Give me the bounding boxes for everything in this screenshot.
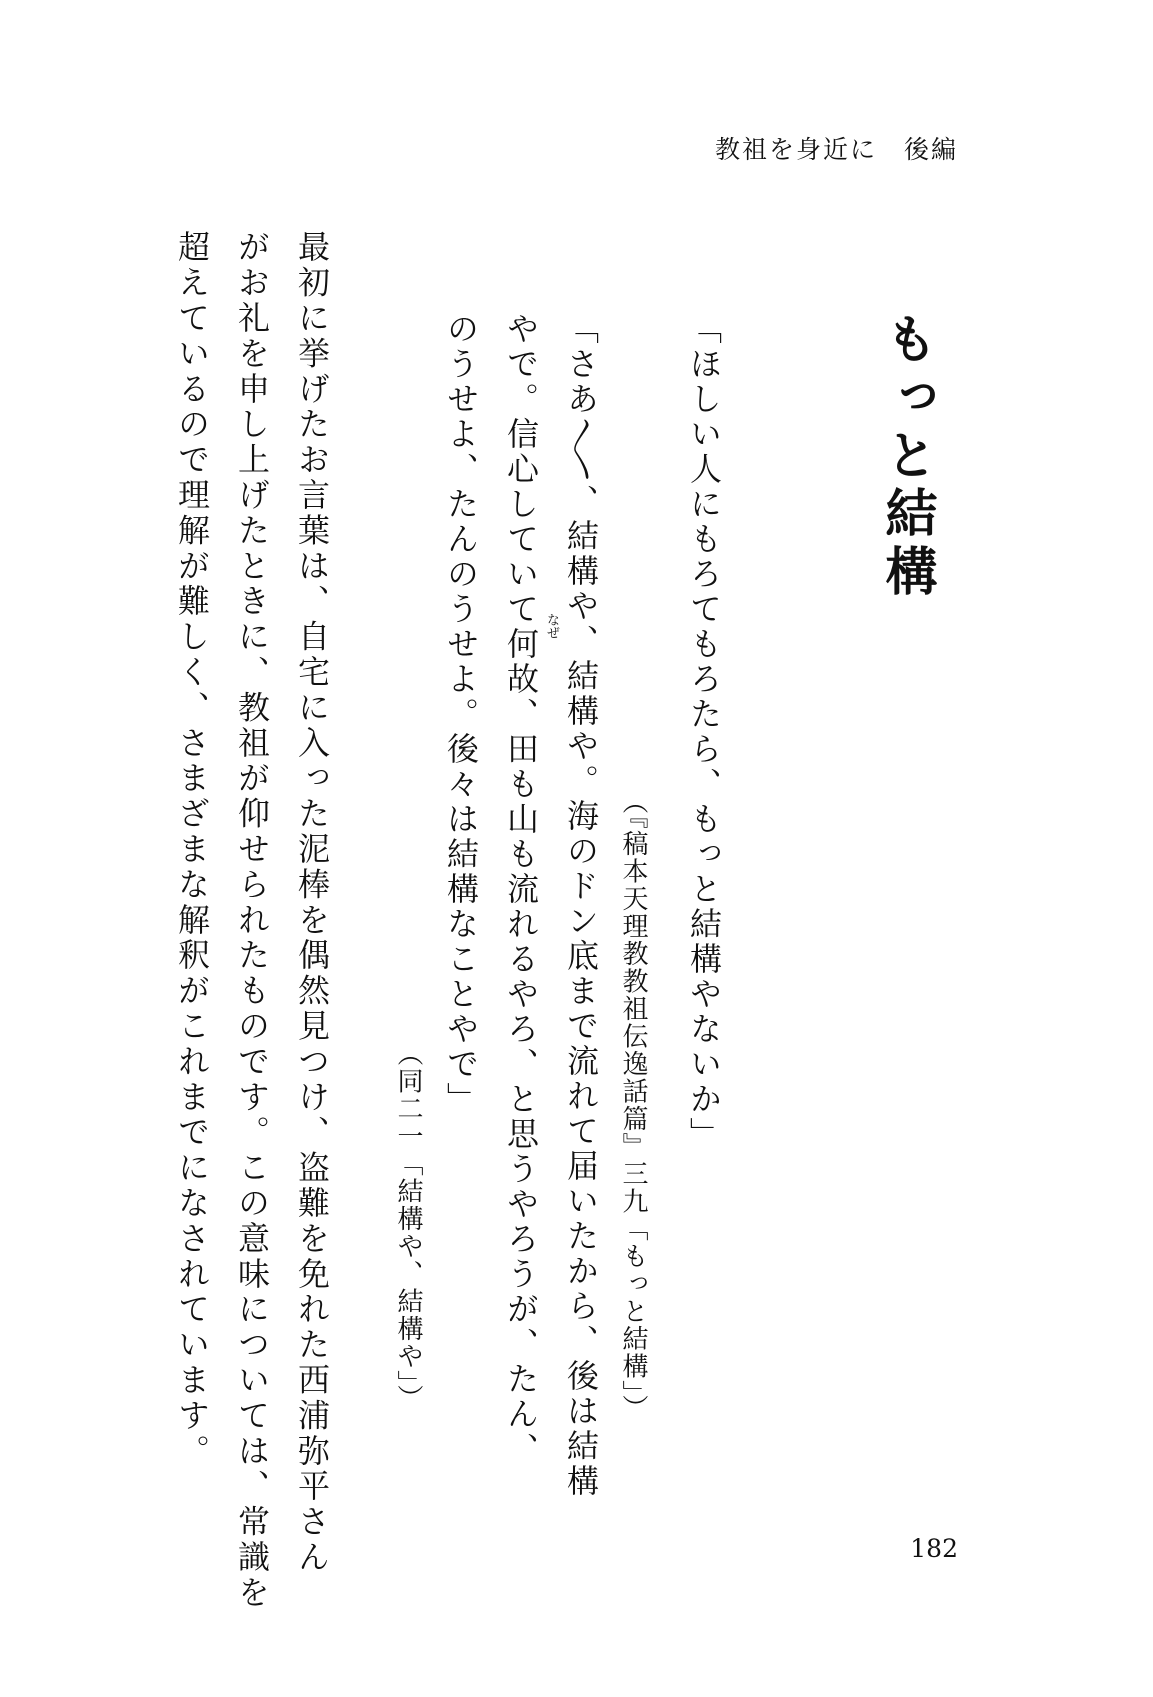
- quote1-text: 「ほしい人にもろてもろたら、もっと結構やないか」: [685, 312, 723, 1152]
- quote2-line-1: 「さあ〳〵、結構や、結構や。海のドン底まで流れて届いたから、後は結構: [562, 312, 600, 1499]
- quote1-source: （『稿本天理教教祖伝逸話篇』三九「もっと結構」）: [618, 788, 648, 1422]
- quote2-source: （同二一「結構や、結構や」）: [393, 1040, 423, 1412]
- quote2-line-2: やで。信心していて何故、田も山も流れるやろ、と思うやろうが、たん、: [502, 312, 540, 1467]
- page-number: 182: [910, 1534, 958, 1563]
- running-header: 教祖を身近に 後編: [714, 135, 958, 164]
- quote2-line-3: のうせよ、たんのうせよ。後々は結構なことやで」: [442, 312, 480, 1117]
- body-line-3: 超えているので理解が難しく、さまざまな解釈がこれまでになされています。: [173, 230, 211, 1469]
- body-line-2: がお礼を申し上げたときに、教祖が仰せられたものです。この意味については、常識を: [233, 230, 271, 1611]
- section-title: もっと結構: [876, 312, 937, 602]
- body-line-1: 最初に挙げたお言葉は、自宅に入った泥棒を偶然見つけ、盗難を免れた西浦弥平さん: [293, 230, 331, 1576]
- ruby-naze: なぜ: [544, 613, 559, 639]
